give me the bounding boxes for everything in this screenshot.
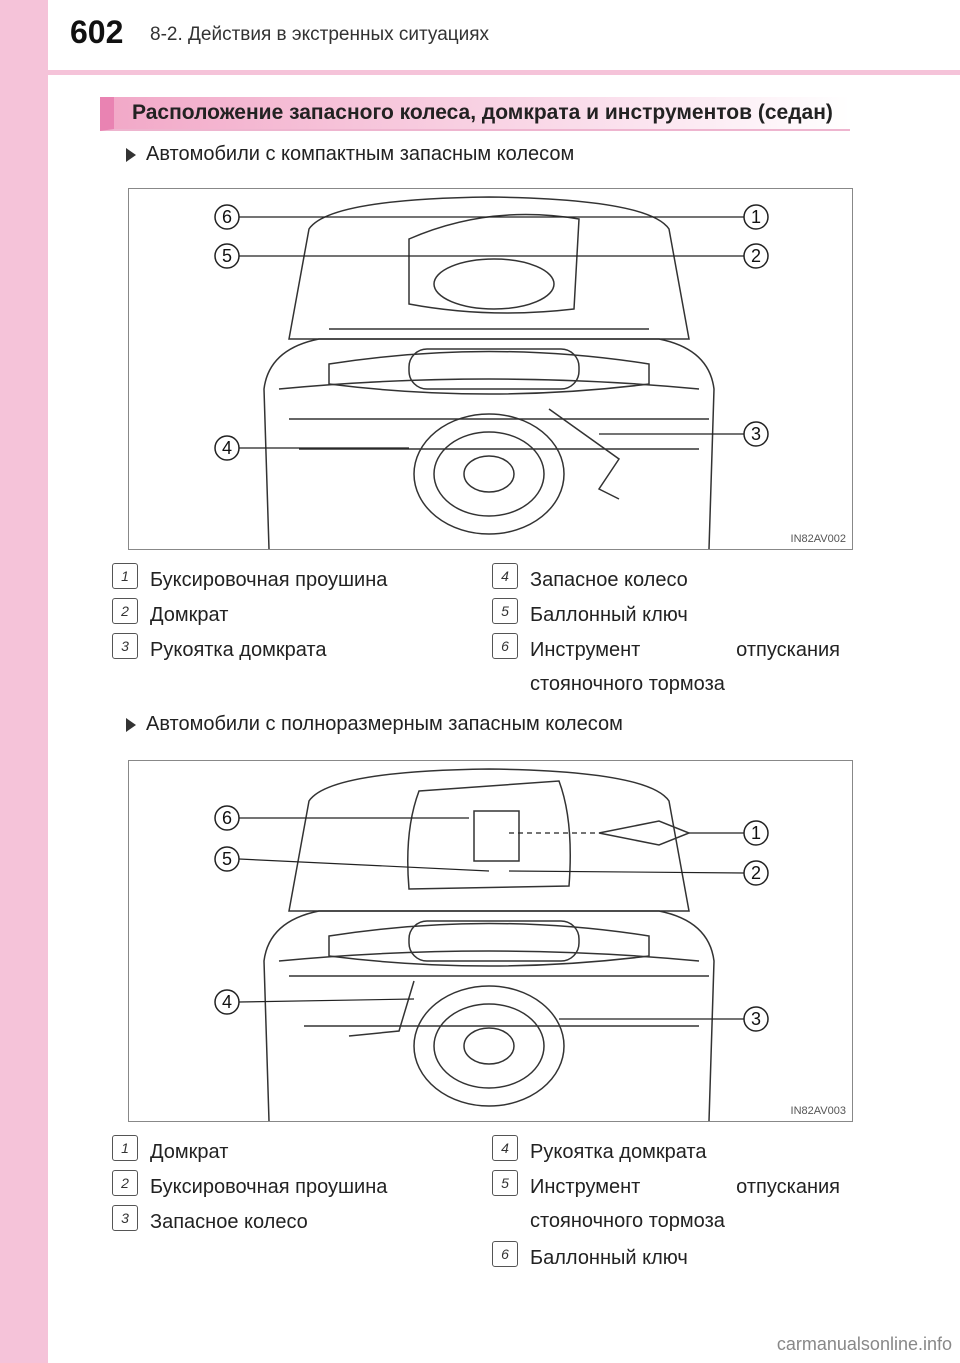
callout-4-label: 4	[221, 438, 233, 458]
legend-text: Домкрат	[150, 1141, 229, 1163]
legend-text: Буксировочная проушина	[150, 569, 388, 591]
callout-1-label: 1	[750, 207, 762, 227]
legend-number: 5	[492, 598, 518, 624]
watermark: carmanualsonline.info	[776, 1334, 952, 1354]
subhead-compact	[126, 143, 574, 166]
trunk-illustration-fullsize	[129, 761, 852, 1121]
page-side-tab	[0, 0, 48, 1363]
chapter-title: 8-2. Действия в экстренных ситуациях	[150, 24, 490, 45]
legend-text: Запасное колесо	[150, 1211, 308, 1233]
legend-text: Баллонный ключ	[530, 1247, 688, 1269]
legend-text-continued: стояночного тормоза	[530, 673, 725, 695]
callout-5-label: 5	[221, 849, 233, 869]
legend-text: Рукоятка домкрата	[530, 1141, 707, 1163]
legend-text: Инструмент отпускания	[530, 1176, 840, 1198]
legend-number: 2	[112, 1170, 138, 1196]
callout-2-label: 2	[750, 246, 762, 266]
figure-code: IN82AV002	[790, 533, 846, 545]
legend-number: 6	[492, 633, 518, 659]
legend-number: 3	[112, 633, 138, 659]
legend-number: 6	[492, 1241, 518, 1267]
callout-6-label: 6	[221, 808, 233, 828]
callout-6-label: 6	[221, 207, 233, 227]
callout-5-label: 5	[221, 246, 233, 266]
callout-3-label: 3	[750, 424, 762, 444]
legend-number: 5	[492, 1170, 518, 1196]
legend-fullsize	[112, 1135, 852, 1295]
subhead-fullsize-text: Автомобили с полноразмерным запасным колесом	[146, 713, 623, 735]
legend-text: Буксировочная проушина	[150, 1176, 388, 1198]
subhead-fullsize	[126, 713, 623, 736]
subhead-compact-text: Автомобили с компактным запасным колесом	[146, 143, 575, 165]
legend-text: Запасное колесо	[530, 569, 688, 591]
legend-text: Рукоятка домкрата	[150, 639, 327, 661]
page-number: 602	[70, 14, 124, 50]
legend-text: Домкрат	[150, 604, 229, 626]
triangle-bullet-icon	[126, 718, 136, 732]
section-header	[100, 97, 850, 131]
header-divider	[48, 70, 960, 75]
legend-number: 3	[112, 1205, 138, 1231]
trunk-illustration-compact	[129, 189, 852, 549]
callout-1-label: 1	[750, 823, 762, 843]
figure-code: IN82AV003	[790, 1105, 846, 1117]
triangle-bullet-icon	[126, 148, 136, 162]
callout-4-label: 4	[221, 992, 233, 1012]
legend-number: 1	[112, 1135, 138, 1161]
callout-3-label: 3	[750, 1009, 762, 1029]
legend-number: 2	[112, 598, 138, 624]
legend-number: 1	[112, 563, 138, 589]
figure-compact-spare	[128, 188, 853, 550]
callout-2-label: 2	[750, 863, 762, 883]
legend-text-continued: стояночного тормоза	[530, 1210, 725, 1232]
legend-number: 4	[492, 563, 518, 589]
legend-text: Баллонный ключ	[530, 604, 688, 626]
legend-compact	[112, 563, 852, 703]
legend-number: 4	[492, 1135, 518, 1161]
legend-text: Инструмент отпускания	[530, 639, 840, 661]
figure-fullsize-spare	[128, 760, 853, 1122]
section-title: Расположение запасного колеса, домкрата и инструментов (седан)	[132, 101, 833, 124]
